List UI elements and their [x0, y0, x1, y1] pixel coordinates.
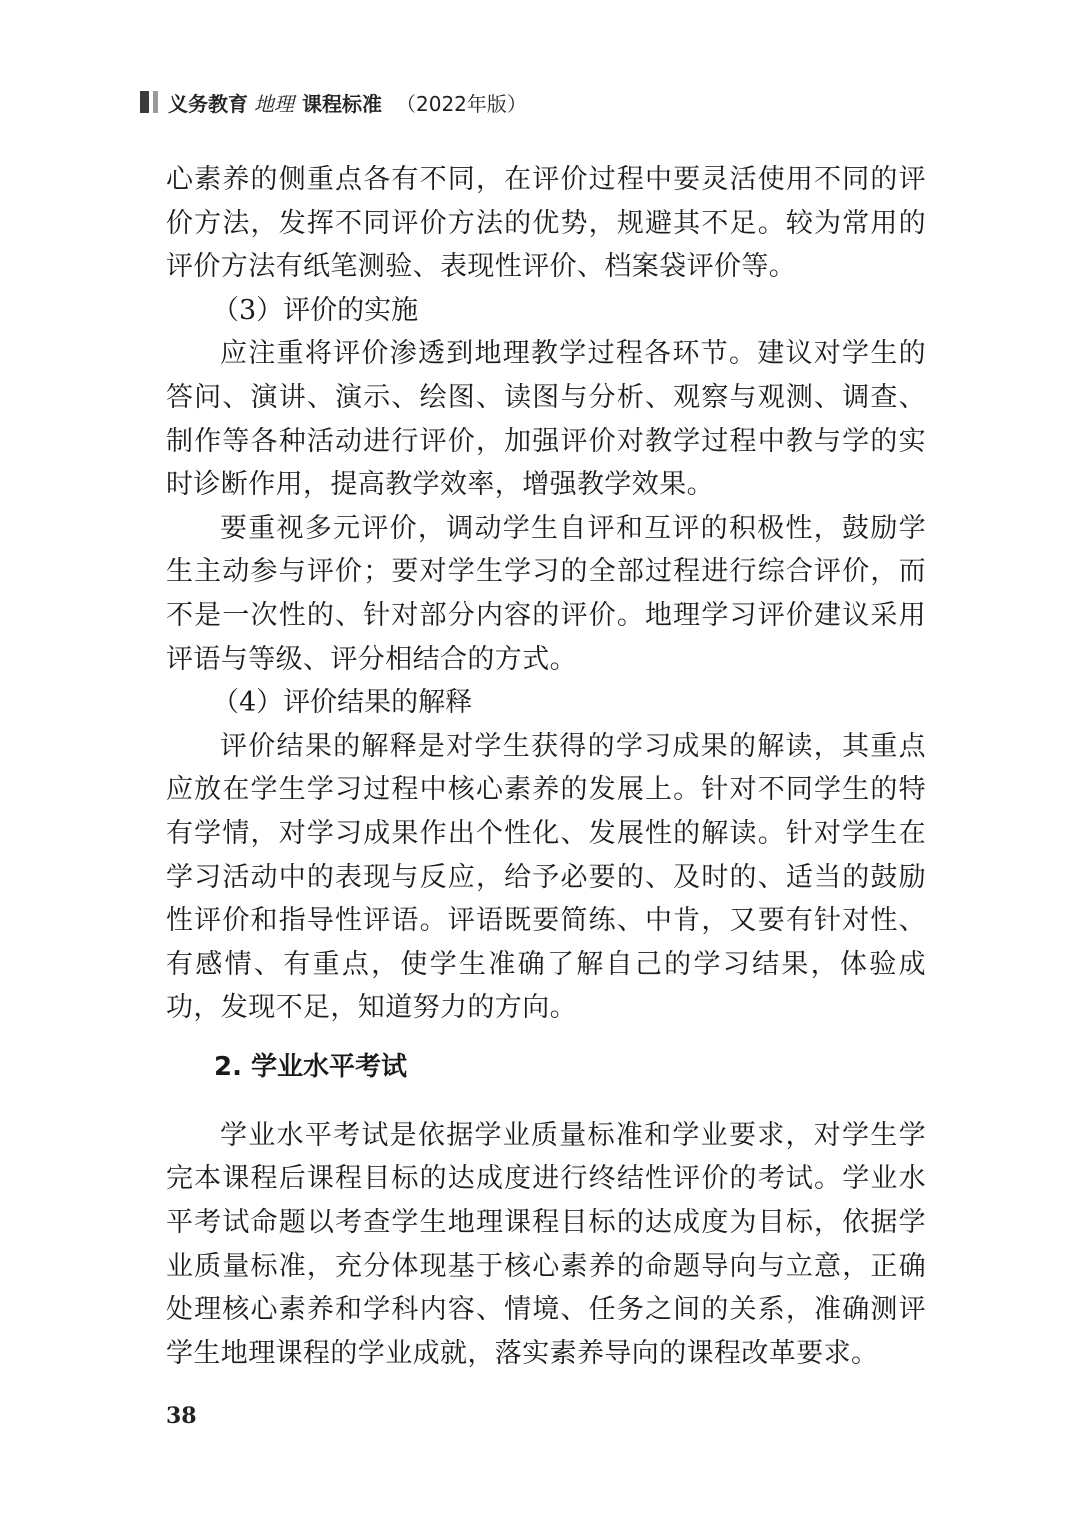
section-heading-academic-exam: 2. 学业水平考试 — [214, 1051, 408, 1082]
page-number: 38 — [166, 1403, 197, 1429]
header-bar-icon — [140, 91, 158, 113]
paragraph-implementation: 应注重将评价渗透到地理教学过程各环节。建议对学生的答问、演讲、演示、绘图、读图与分析、观察与观测、调查、制作等各种活动进行评价，加强评价对教学过程中教与学的实时诊断作用，提高教学效率，增强教学效果。 — [166, 338, 926, 501]
paragraph-continuation: 心素养的侧重点各有不同，在评价过程中要灵活使用不同的评价方法，发挥不同评价方法的优势，规避其不足。较为常用的评价方法有纸笔测验、表现性评价、档案袋评价等。 — [166, 164, 926, 283]
paragraph-multi-evaluation: 要重视多元评价，调动学生自评和互评的积极性，鼓励学生主动参与评价；要对学生学习的全部过程进行综合评价，而不是一次性的、针对部分内容的评价。地理学习评价建议采用评语与等级、评分相结合的方式。 — [166, 512, 926, 675]
subheading-result-interpretation: （4）评价结果的解释 — [212, 687, 473, 719]
paragraph-interpretation: 评价结果的解释是对学生获得的学习成果的解读，其重点应放在学生学习过程中核心素养的发展上。针对不同学生的特有学情，对学习成果作出个性化、发展性的解读。针对学生在学习活动中的表现与反应，给予必要的、及时的、适当的鼓励性评价和指导性评语。评语既要简练、中肯，又要有针对性、有感情、有重点，使学生准确了解自己的学习结果，体验成功，发现不足，知道努力的方向。 — [166, 730, 926, 1024]
subheading-evaluation-implementation: （3）评价的实施 — [212, 294, 419, 326]
header-title-rest: 课程标准 — [302, 91, 382, 116]
running-header — [140, 86, 527, 118]
page-body — [166, 158, 926, 1375]
header-subject: 地理 — [254, 91, 294, 116]
paragraph-academic-exam: 学业水平考试是依据学业质量标准和学业要求，对学生学完本课程后课程目标的达成度进行终结性评价的考试。学业水平考试命题以考查学生地理课程目标的达成度为目标，依据学业质量标准，充分体现基于核心素养的命题导向与立意，正确处理核心素养和学科内容、情境、任务之间的关系，准确测评学生地理课程的学业成就，落实素养导向的课程改革要求。 — [166, 1119, 926, 1369]
header-title-main: 义务教育 — [168, 91, 248, 116]
header-edition: （2022年版） — [396, 91, 527, 116]
